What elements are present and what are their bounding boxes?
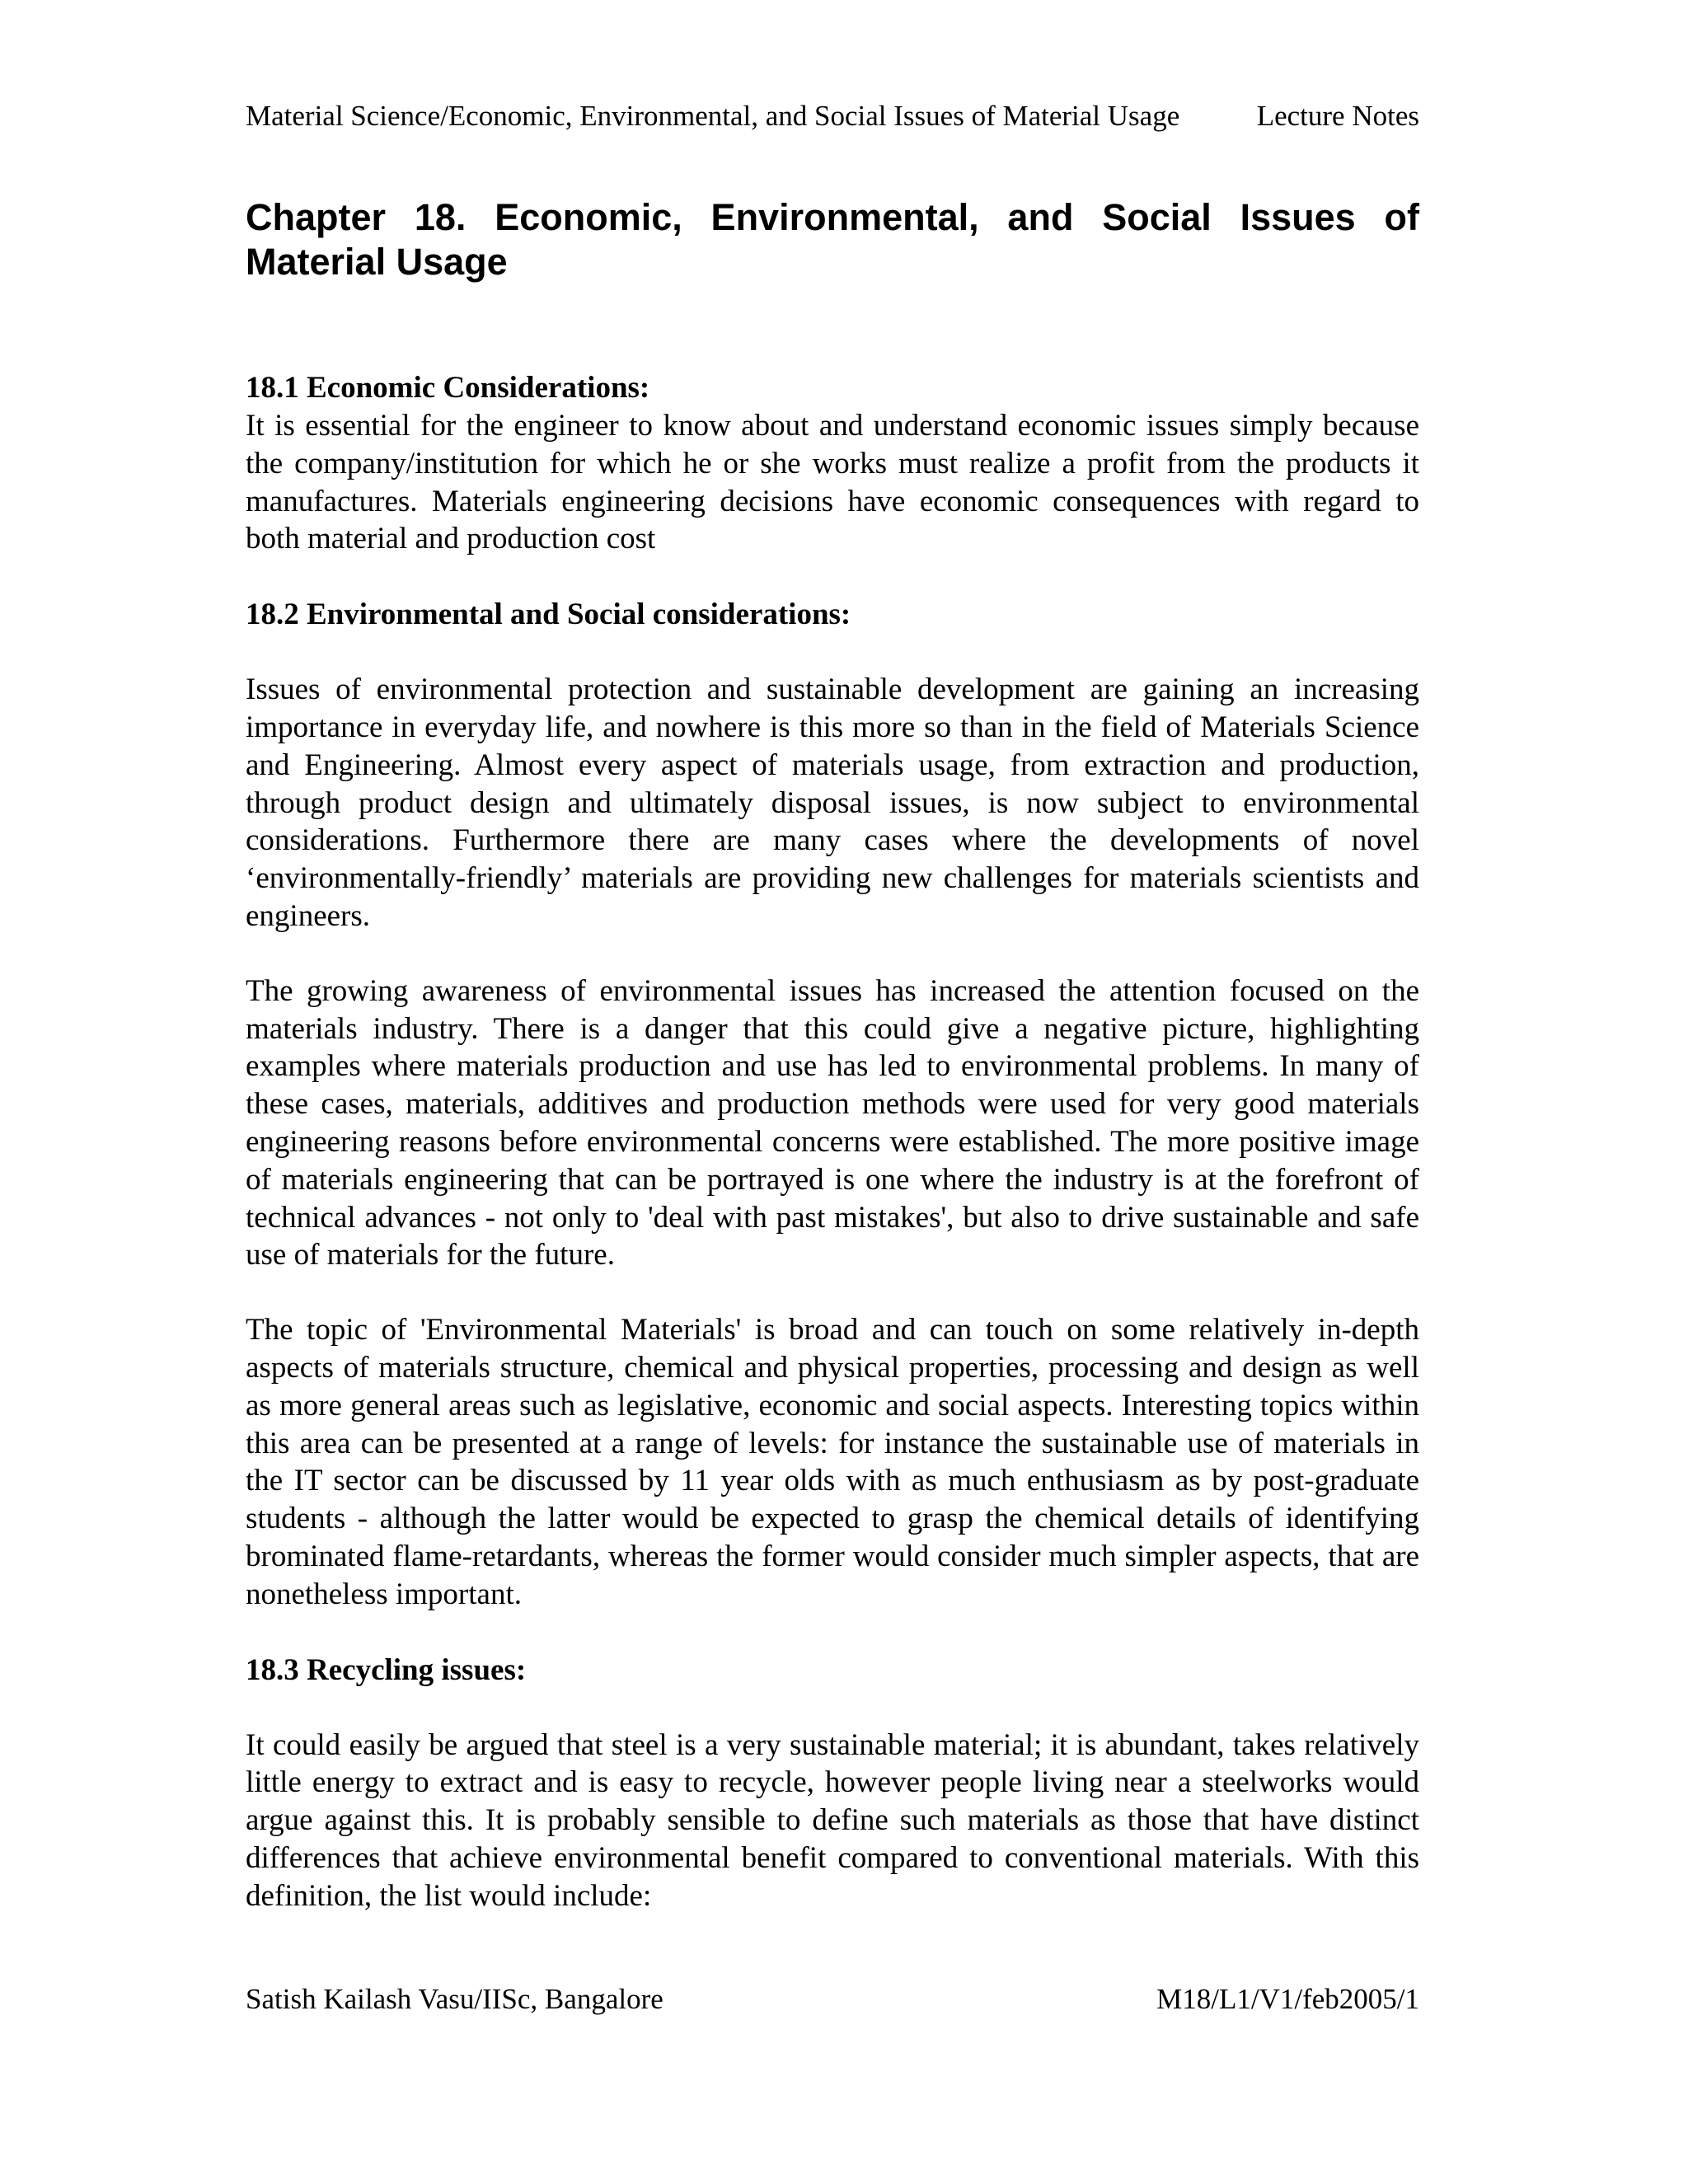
- header-course-path: Material Science/Economic, Environmental, and Social Issues of Material Usage: [246, 100, 1180, 132]
- paragraph: It could easily be argued that steel is a very sustainable material; it is abundant, takes relatively little energy to extract and is easy to recycle, however people living near a steelworks would argue against this. It is probably sensible to define such materials as those that have distinct differences that achieve environmental benefit compared to conventional materials. With this definition, the list would include:: [246, 1727, 1419, 1913]
- paragraph: Issues of environmental protection and sustainable development are gaining an increasing importance in everyday life, and nowhere is this more so than in the field of Materials Science and Engineering. Almost every aspect of materials usage, from extraction and production, through product design and ultimately disposal issues, is now subject to environmental considerations. Furthermore there are many cases where the developments of novel ‘environmentally-friendly’ materials are providing new challenges for materials scientists and engineers.: [246, 673, 1419, 933]
- section-heading: 18.1 Economic Considerations:: [246, 371, 650, 405]
- section-heading: 18.3 Recycling issues:: [246, 1652, 527, 1687]
- chapter-title: Chapter 18. Economic, Environmental, and Social Issues of Material Usage: [246, 196, 1419, 283]
- section-heading: 18.2 Environmental and Social considerations:: [246, 598, 851, 632]
- paragraph: The growing awareness of environmental issues has increased the attention focused on the materials industry. There is a danger that this could give a negative picture, highlighting examples where materials production and use has led to environmental problems. In many of these cases, materials, additives and production methods were used for very good materials engineering reasons before environmental concerns were established. The more positive image of materials engineering that can be portrayed is one where the industry is at the forefront of technical advances - not only to 'deal with past mistakes', but also to drive sustainable and safe use of materials for the future.: [246, 973, 1419, 1272]
- paragraph: It is essential for the engineer to know about and understand economic issues simply because the company/institution for which he or she works must realize a profit from the products it manufactures. Materials engineering decisions have economic consequences with regard to both material and production cost: [246, 409, 1419, 556]
- paragraph: The topic of 'Environmental Materials' is broad and can touch on some relatively in-depth aspects of materials structure, chemical and physical properties, processing and design as well as more general areas such as legislative, economic and social aspects. Interesting topics within this area can be presented at a range of levels: for instance the sustainable use of materials in the IT sector can be discussed by 11 year olds with as much enthusiasm as by post-graduate students - although the latter would be expected to grasp the chemical details of identifying brominated flame-retardants, whereas the former would consider much simpler aspects, that are nonetheless important.: [246, 1313, 1419, 1611]
- footer-doc-id: M18/L1/V1/feb2005/1: [1156, 1983, 1419, 2015]
- section-environmental-social: [246, 596, 1419, 1613]
- section-recycling: [246, 1652, 1419, 1915]
- document-body: [246, 369, 1419, 1915]
- footer-author: Satish Kailash Vasu/IISc, Bangalore: [246, 1983, 663, 2015]
- header-doc-type: Lecture Notes: [1256, 100, 1419, 132]
- section-economic: [246, 369, 1419, 558]
